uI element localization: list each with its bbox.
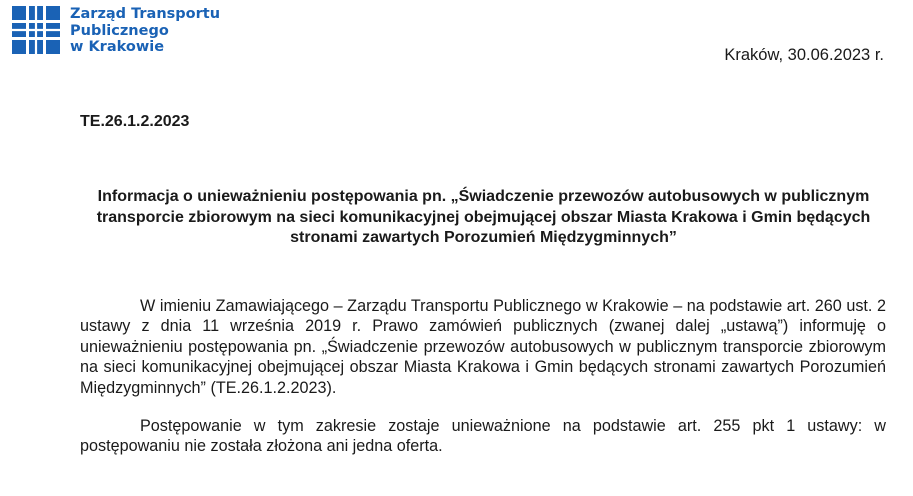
- body-paragraph-1: W imieniu Zamawiającego – Zarządu Transportu Publicznego w Krakowie – na podstawie art. 260 ust. 2 ustawy z dnia 11 września 2019 r. Prawo zamówień publicznych (zwanej dalej „ustawą”) informuję o unieważnieniu postępowania pn. „Świadczenie przewozów autobusowych w publicznym transporcie zbiorowym na sieci komunikacyjnej obejmującej obszar Miasta Krakowa i Gmin będących stronami zawartych Porozumień Międzygminnych” (TE.26.1.2.2023).: [80, 297, 886, 397]
- organization-name-line-2: Publicznego: [70, 22, 169, 39]
- ztp-grid-logo-icon: [12, 6, 62, 54]
- document-title: Informacja o unieważnieniu postępowania pn. „Świadczenie przewozów autobusowych w publicznym transporcie zbiorowym na sieci komunikacyjnej obejmującej obszar Miasta Krakowa i Gmin będących stronami zawartych Porozumień Międzygminnych”: [96, 188, 871, 246]
- body-paragraph-2: Postępowanie w tym zakresie zostaje unieważnione na podstawie art. 255 pkt 1 ustawy: w postępowaniu nie została złożona ani jedna oferta.: [80, 417, 886, 456]
- reference-number: TE.26.1.2.2023: [80, 113, 190, 130]
- organization-name-line-1: Zarząd Transportu: [70, 6, 221, 22]
- organization-name: [70, 6, 220, 56]
- place-date: Kraków, 30.06.2023 r.: [724, 46, 884, 64]
- organization-logo: [12, 6, 220, 56]
- organization-name-line-3: w Krakowie: [70, 39, 165, 55]
